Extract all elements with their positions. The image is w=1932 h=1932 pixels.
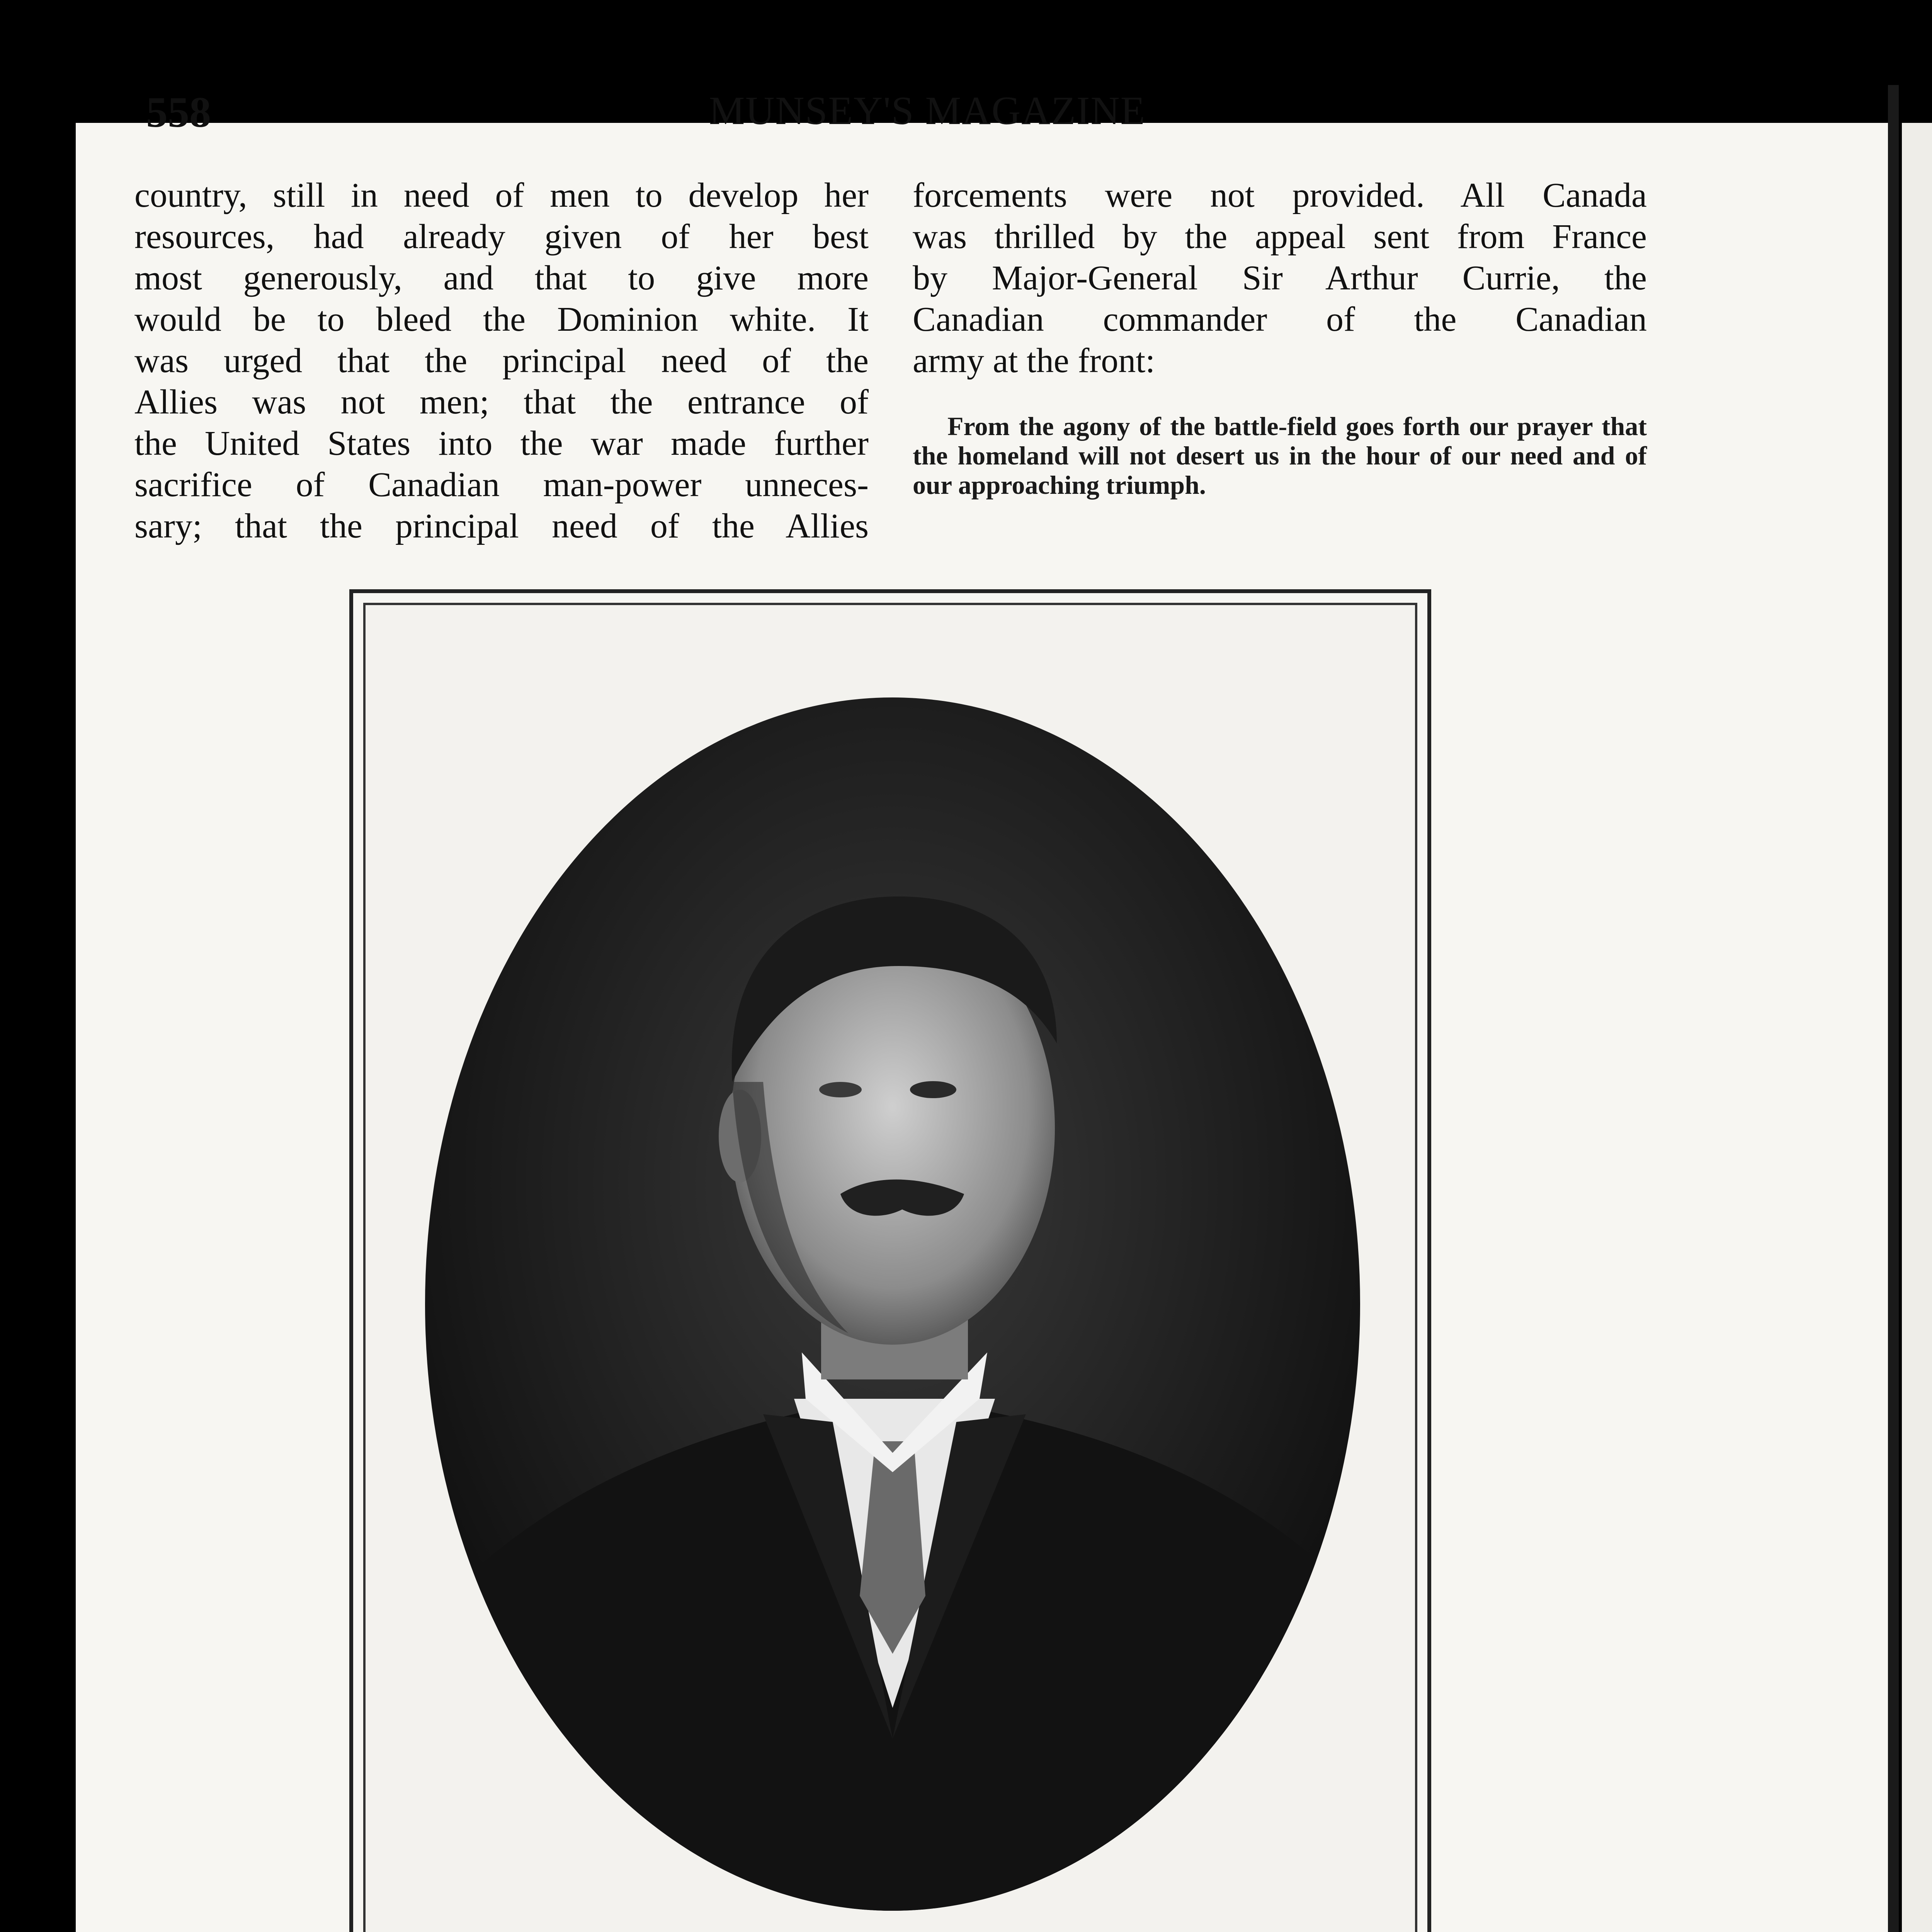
text-line: most generously, and that to give more bbox=[134, 259, 869, 297]
text-line: would be to bleed the Dominion white. It bbox=[134, 300, 869, 338]
text-line: sary; that the principal need of the Allies bbox=[134, 507, 869, 545]
top-right-column bbox=[913, 175, 1647, 381]
text-line: Canadian commander of the Canadian bbox=[913, 300, 1647, 338]
text-line: army at the front: bbox=[913, 342, 1155, 380]
text-line: the United States into the war made further bbox=[134, 424, 869, 463]
text-line: Allies was not men; that the entrance of bbox=[134, 383, 869, 421]
text-line: was thrilled by the appeal sent from France bbox=[913, 218, 1647, 256]
text-line: sacrifice of Canadian man-power unneces- bbox=[134, 466, 869, 504]
text-line: forcements were not provided. All Canada bbox=[913, 176, 1647, 214]
text-line: was urged that the principal need of the bbox=[134, 342, 869, 380]
page-number: 558 bbox=[146, 88, 211, 136]
text-line: country, still in need of men to develop her bbox=[134, 176, 869, 214]
text-line: resources, had already given of her best bbox=[134, 218, 869, 256]
running-head: MUNSEY'S MAGAZINE bbox=[709, 88, 1146, 133]
text-line: by Major-General Sir Arthur Currie, the bbox=[913, 259, 1647, 297]
top-left-column bbox=[134, 175, 869, 547]
block-quote bbox=[913, 412, 1647, 500]
facing-page-edge bbox=[1899, 123, 1932, 1932]
portrait-photo bbox=[423, 696, 1362, 1913]
book-spine bbox=[1888, 85, 1899, 1932]
quote-text: From the agony of the battle-field goes forth our prayer that the homeland will not desert us in the hour of our need and of our approaching triumph. bbox=[913, 412, 1647, 500]
